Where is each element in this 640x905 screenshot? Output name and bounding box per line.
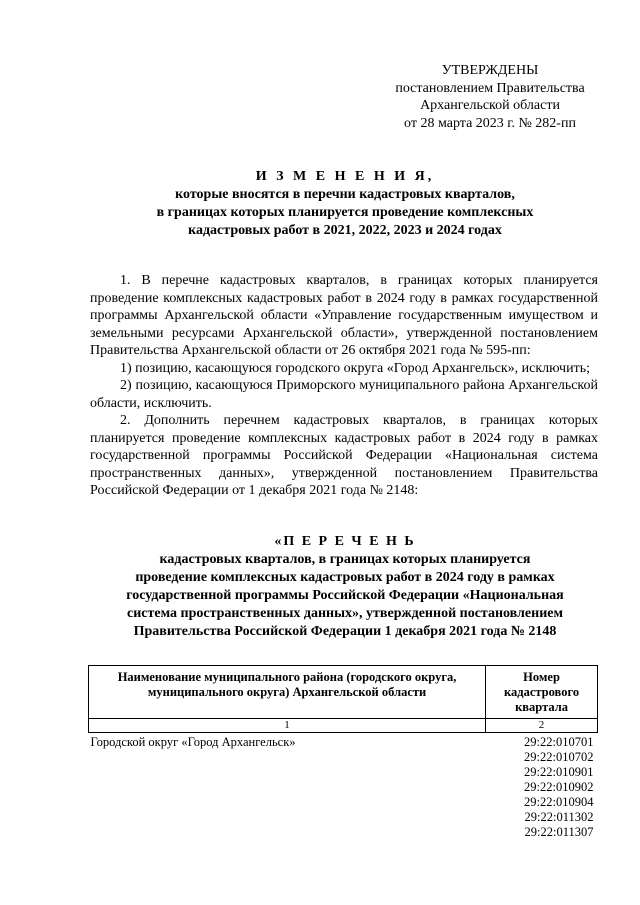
column-number-1: 1 (89, 719, 486, 733)
list-title-line-4: система пространственных данных», утвержденной постановлением (126, 606, 564, 621)
municipality-name: Городской округ «Город Архангельск» (90, 735, 296, 749)
title-line-3: кадастровых работ в 2021, 2022, 2023 и 2024 годах (188, 223, 502, 238)
paragraph-2: 1) позицию, касающуюся городского округа «Город Архангельск», исключить; (120, 360, 590, 376)
cadastral-code: 29:22:010902 (524, 780, 594, 794)
cadastral-code: 29:22:010904 (524, 795, 594, 809)
list-title-line-2: проведение комплексных кадастровых работ в 2024 году в рамках (135, 570, 555, 585)
table-header-row (89, 666, 598, 719)
list-title-line-5: Правительства Российской Федерации 1 декабря 2021 года № 2148 (133, 624, 557, 639)
column-number-2: 2 (486, 719, 598, 733)
cadastral-code: 29:22:010901 (524, 765, 594, 779)
list-title-line-1: кадастровых кварталов, в границах которых планируется (159, 552, 531, 567)
approval-line-3: Архангельской области (420, 98, 560, 113)
cadastral-code: 29:22:011302 (524, 810, 594, 824)
paragraph-4: 2. Дополнить перечнем кадастровых кварталов, в границах которых планируется проведение комплексных кадастровых работ в 2024 году в рамках государственной программы Российской Федерации «Национальная система пространственных данных», утвержденной постановлением Правительства Российской Федерации от 1 декабря 2021 года № 2148: (90, 413, 598, 498)
cadastral-code: 29:22:010701 (524, 735, 594, 749)
cadastral-code: 29:22:011307 (524, 825, 594, 839)
approval-stamp (380, 62, 600, 132)
approval-line-1: УТВЕРЖДЕНЫ (441, 63, 539, 78)
header-municipality: Наименование муниципального района (городского округа, муниципального округа) Архангельской области (89, 666, 486, 719)
approval-line-4: от 28 марта 2023 г. № 282-пп (404, 115, 576, 131)
approval-line-2: постановлением Правительства (395, 80, 585, 96)
list-heading: «П Е Р Е Ч Е Н Ь (274, 534, 416, 549)
table-row (89, 733, 598, 841)
paragraph-3: 2) позицию, касающуюся Приморского муниципального района Архангельской области, исключить. (90, 378, 598, 411)
document-title (90, 168, 600, 240)
title-heading: И З М Е Н Е Н И Я, (255, 169, 435, 184)
list-title-line-3: государственной программы Российской Федерации «Национальная (126, 588, 564, 603)
title-line-1: которые вносятся в перечни кадастровых кварталов, (175, 187, 515, 202)
list-title (90, 533, 600, 641)
title-line-2: в границах которых планируется проведение комплексных (156, 205, 534, 220)
cadastral-code: 29:22:010702 (524, 750, 594, 764)
cadastral-table (88, 665, 598, 840)
cadastral-codes (486, 733, 598, 841)
paragraph-1: 1. В перечне кадастровых кварталов, в границах которых планируется проведение комплексных кадастровых работ в 2024 году в рамках государственной программы Архангельской области «Управление государственным имуществом и земельными ресурсами Архангельской области», утвержденной постановлением Правительства Архангельской области от 26 октября 2021 года № 595-пп: (90, 273, 598, 358)
header-quarter-number: Номер кадастрового квартала (486, 666, 598, 719)
document-body (90, 272, 598, 500)
table-numbering-row (89, 719, 598, 733)
